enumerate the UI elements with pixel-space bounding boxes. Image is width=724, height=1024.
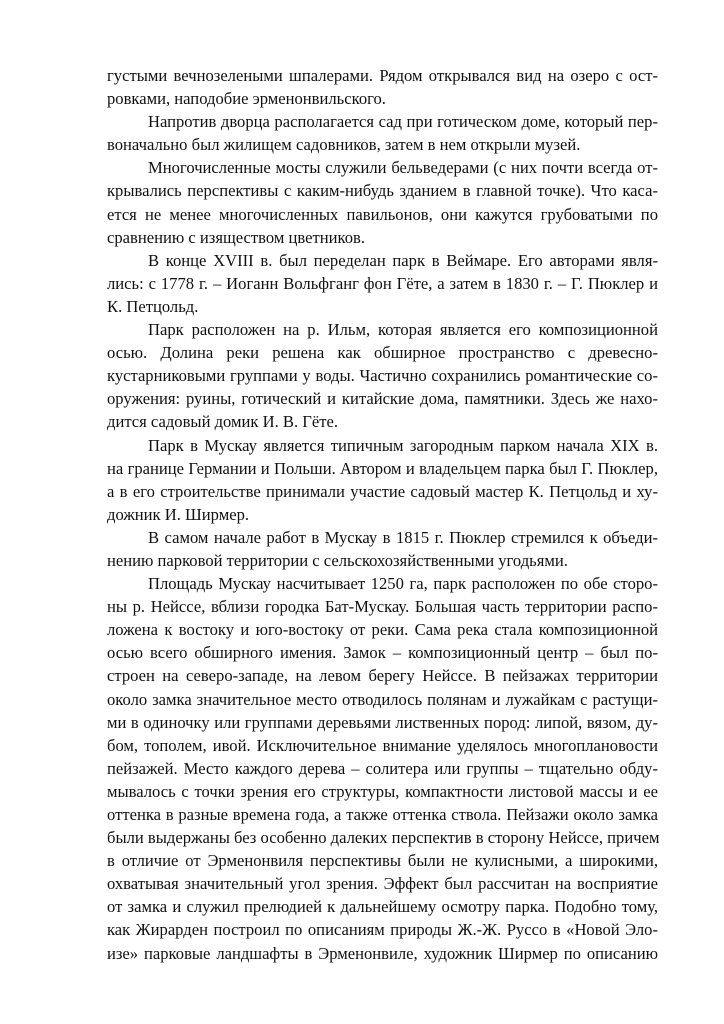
text-line: изе» парковые ландшафты в Эрменонвиле, художник Ширмер по описанию	[107, 943, 658, 963]
text-line: Площадь Мускау насчитывает 1250 га, парк расположен по обе сторо-	[148, 574, 658, 594]
paragraph	[107, 526, 658, 572]
text-line: охватывая значительный угол зрения. Эффект был рассчитан на восприятие	[107, 874, 658, 894]
text-line: мывалось с точки зрения его структуры, компактности листовой массы и ее	[107, 781, 658, 801]
text-line: крывались перспективы с каким-нибудь зданием в главной точке). Что каса-	[107, 181, 658, 201]
text-line: ется не менее многочисленных павильонов, они кажутся грубоватыми по	[107, 204, 658, 224]
paragraph	[107, 64, 658, 110]
text-line: ми в одиночку или группами деревьями лиственных пород: липой, вязом, ду-	[107, 712, 658, 732]
text-line: нению парковой территории с сельскохозяйственными угодьями.	[107, 550, 568, 570]
text-line: как Жирарден построил по описаниям природы Ж.-Ж. Руссо в «Новой Эло-	[107, 920, 658, 940]
paragraph	[107, 434, 658, 526]
text-line: оружения: руины, готический и китайские дома, памятники. Здесь же нахо-	[107, 389, 658, 409]
text-line: ровками, наподобие эрменонвильского.	[107, 89, 386, 109]
text-line: от замка и служил прелюдией к дальнейшему осмотру парка. Подобно тому,	[107, 897, 658, 917]
text-line: лись: с 1778 г. – Иоганн Вольфганг фон Гёте, а затем в 1830 г. – Г. Пюклер и	[107, 273, 658, 293]
paragraph	[107, 156, 658, 248]
paragraph	[107, 318, 658, 433]
text-line: на границе Германии и Польши. Автором и владельцем парка был Г. Пюклер,	[107, 458, 658, 478]
text-line: Парк в Мускау является типичным загородным парком начала XIX в.	[148, 435, 658, 455]
paragraph	[107, 249, 658, 318]
paragraph	[107, 572, 658, 965]
document-page	[107, 64, 658, 965]
paragraph	[107, 110, 658, 156]
text-line: густыми вечнозелеными шпалерами. Рядом открывался вид на озеро с ост-	[107, 66, 658, 85]
text-line: были выдержаны без особенно далеких перспектив в сторону Нейссе, причем	[107, 828, 660, 848]
text-line: строен на северо-западе, на левом берегу Нейссе. В пейзажах территории	[107, 666, 658, 686]
text-line: ны р. Нейссе, вблизи городка Бат-Мускау. Большая часть территории распо-	[107, 597, 658, 617]
text-line: дится садовый домик И. В. Гёте.	[107, 412, 338, 432]
text-line: кустарниковыми группами у воды. Частично сохранились романтические со-	[107, 366, 658, 386]
text-line: ложена к востоку и юго-востоку от реки. Сама река стала композиционной	[107, 620, 658, 640]
text-line: осью всего обширного имения. Замок – композиционный центр – был по-	[107, 643, 658, 663]
text-line: К. Петцольд.	[107, 296, 199, 316]
text-line: Парк расположен на р. Ильм, которая является его композиционной	[148, 320, 658, 340]
text-line: пейзажей. Место каждого дерева – солитера или группы – тщательно обду-	[107, 758, 658, 778]
text-line: а в его строительстве принимали участие садовый мастер К. Петцольд и ху-	[107, 481, 658, 501]
text-line: в отличие от Эрменонвиля перспективы были не кулисными, а широкими,	[107, 851, 658, 871]
text-line: Многочисленные мосты служили бельведерами (с них почти всегда от-	[148, 158, 658, 178]
text-line: воначально был жилищем садовников, затем в нем открыли музей.	[107, 135, 581, 155]
text-line: В самом начале работ в Мускау в 1815 г. Пюклер стремился к объеди-	[148, 527, 658, 547]
text-line: оттенка в разные времена года, а также оттенка ствола. Пейзажи около замка	[107, 805, 658, 824]
text-line: В конце XVIII в. был переделан парк в Веймаре. Его авторами явля-	[148, 250, 658, 270]
text-line: сравнению с изяществом цветников.	[107, 227, 366, 247]
text-line: Напротив дворца располагается сад при готическом доме, который пер-	[148, 112, 658, 132]
text-line: дожник И. Ширмер.	[107, 504, 250, 524]
text-line: осью. Долина реки решена как обширное пространство с древесно-	[107, 343, 658, 363]
text-line: около замка значительное место отводилось полянам и лужайкам с растущи-	[107, 689, 658, 709]
text-line: бом, тополем, ивой. Исключительное внимание уделялось многоплановости	[107, 735, 658, 755]
